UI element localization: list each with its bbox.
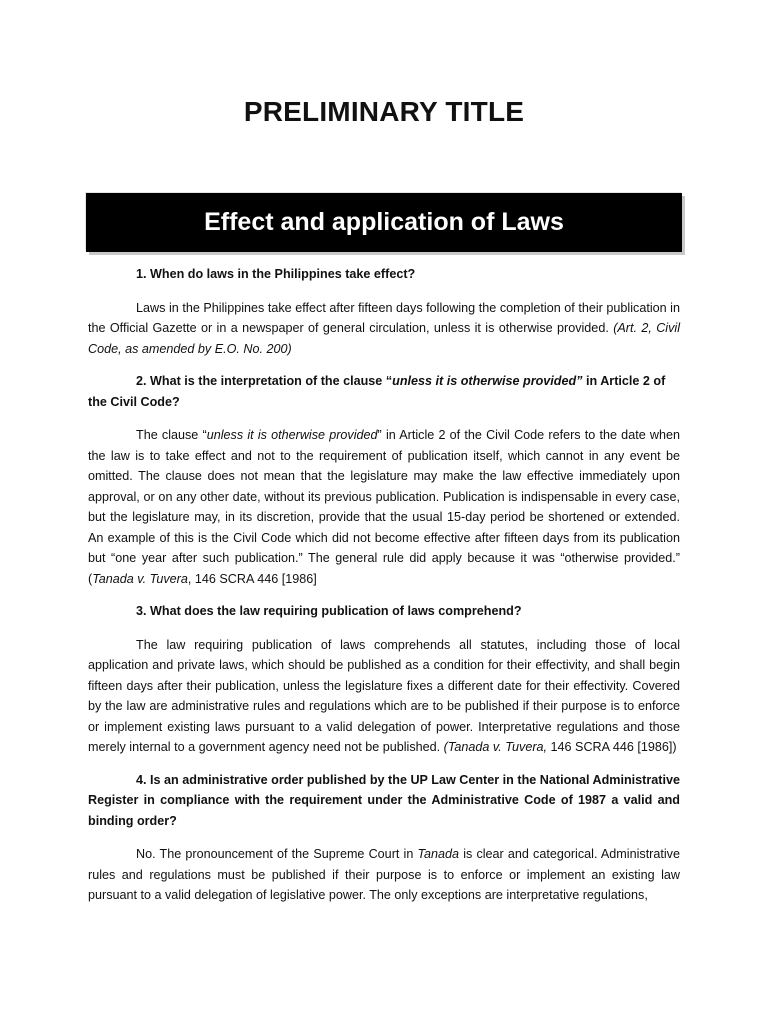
- answer-1-text: Laws in the Philippines take effect after fifteen days following the completion of their publication in the Official Gazette or in a newspaper of general circulation, unless it is otherwise provided.: [88, 300, 680, 335]
- answer-3-citation-rest: 146 SCRA 446 [1986]): [547, 740, 677, 754]
- answer-3: [88, 635, 680, 758]
- question-2: [88, 371, 680, 412]
- question-4: [88, 770, 680, 832]
- answer-2: [88, 425, 680, 589]
- answer-4-italic: Tanada: [417, 847, 460, 861]
- answer-2-citation-case: Tanada v. Tuvera: [92, 571, 188, 586]
- question-2-italic: unless it is otherwise provided”: [392, 374, 583, 388]
- section-banner: [86, 193, 682, 252]
- answer-4-pre: No. The pronouncement of the Supreme Court in: [136, 847, 418, 861]
- question-1: [88, 264, 680, 285]
- question-2-pre: 2. What is the interpretation of the clause “: [136, 374, 393, 388]
- answer-2-pre: The clause “: [136, 428, 207, 442]
- question-4-text: 4. Is an administrative order published by the UP Law Center in the National Administrative Register in compliance with the requirement under the Administrative Code of 1987 a valid and binding order?: [88, 772, 680, 828]
- answer-2-italic: unless it is otherwise provided: [206, 428, 378, 442]
- answer-1: [88, 298, 680, 360]
- page-title: PRELIMINARY TITLE: [243, 96, 525, 127]
- answer-3-text: The law requiring publication of laws comprehends all statutes, including those of local application and private laws, which should be published as a condition for their effectivity, and shall begin fifteen days after their publication, unless the legislature fixes a different date for their effectivity. Covered by the law are administrative rules and regulations which are to be published if their purpose is to enforce or implement existing laws pursuant to a valid delegation of power. Interpretative regulations and those merely internal to a government agency need not be published.: [88, 637, 680, 754]
- question-3: [88, 601, 680, 622]
- document-body: [88, 264, 680, 918]
- answer-4: [88, 844, 680, 906]
- answer-4-post: is clear and categorical. Administrative rules and regulations must be published if their purpose is to enforce or implement an existing law pursuant to a valid delegation of legislative power. The only exceptions are interpretative regulations,: [88, 847, 680, 902]
- section-banner-text: Effect and application of Laws: [204, 208, 564, 236]
- answer-2-text: ” in Article 2 of the Civil Code refers to the date when the law is to take effect and not to the requirement of publication itself, which cannot in any event be omitted. The clause does not mean that the legislature may make the law effective immediately upon approval, or on any other date, without its previous publication. Publication is indispensable in every case, but the legislature may, in its discretion, provide that the usual 15-day period be shortened or extended. An example of this is the Civil Code which did not become effective after fifteen days from its publication but “one year after such publication.” The general rule did apply because it was “otherwise provided.” (: [88, 428, 681, 586]
- answer-1-citation: (Art. 2, Civil Code, as amended by E.O. No. 200): [88, 321, 680, 356]
- question-1-text: 1. When do laws in the Philippines take effect?: [136, 267, 416, 281]
- question-2-post: in Article 2 of the Civil Code?: [88, 374, 666, 409]
- question-3-text: 3. What does the law requiring publication of laws comprehend?: [136, 604, 522, 618]
- answer-3-citation-case: (Tanada v. Tuvera,: [443, 740, 548, 754]
- answer-2-citation-rest: , 146 SCRA 446 [1986]: [187, 571, 317, 586]
